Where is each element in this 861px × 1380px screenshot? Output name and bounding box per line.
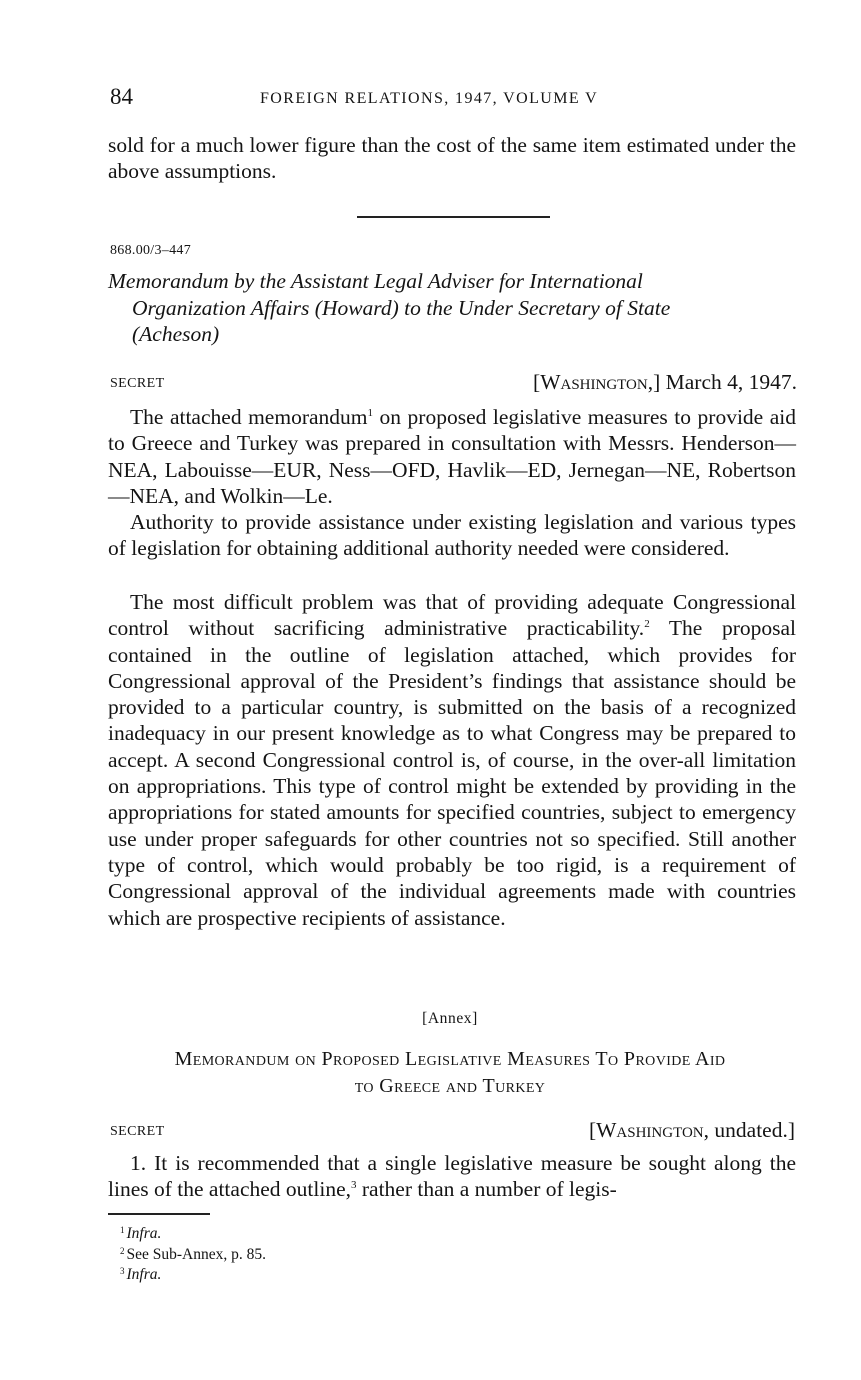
annex-title [105,1046,795,1100]
footnotes [120,1222,266,1284]
continuation-paragraph: sold for a much lower figure than the cost of the same item estimated under the above assumptions. [108,133,796,184]
footnote-1 [120,1222,266,1243]
footnote-text: See Sub-Annex, p. 85. [126,1245,266,1263]
annex-title-line: to Greece and Turkey [354,1075,546,1097]
footnote-text: Infra. [126,1225,162,1242]
footnote-ref: 2 [644,618,650,631]
paragraph-text: The attached memorandum [130,405,368,429]
page-number: 84 [110,84,133,109]
paragraph-text: The proposal contained in the outline of legislation attached, which provides for Congressional approval of the President’s findings that assistance should be provided to a particular country, is submitted on the basis of a recognized inadequacy in our present knowledge as to what Congress may be prepared to accept. A second Congressional control is, of course, in the over-all limitation on appropriations. This type of control might be extended by providing in the appropriations for stated amounts for specified countries, subject to emergency use under proper safeguards for other countries not so specified. Still another type of control, which would probably be too rigid, is a requirement of Congressional approval of the individual agreements made with countries which are prospective recipients of assistance. [108,616,796,930]
footnote-ref: 3 [351,1179,357,1192]
memo-title-line: (Acheson) [132,322,220,346]
footnote-2 [120,1243,266,1264]
memo-title-line: Memorandum by the Assistant Legal Adviser for International [108,269,643,293]
body-paragraph-1 [108,404,796,509]
footnote-3 [120,1263,266,1284]
footnote-mark: 3 [120,1266,125,1276]
annex-title-line: Memorandum on Proposed Legislative Measures To Provide Aid [174,1048,726,1070]
annex-label: [Annex] [422,1010,478,1027]
footnote-mark: 1 [120,1225,125,1235]
paragraph-text: on proposed legislative measures to provide aid to Greece and Turkey was prepared in consultation with Messrs. Henderson—NEA, Labouisse—EUR, Ness—OFD, Havlik—ED, Jernegan—NE, Robertson—NEA, and Wolkin—Le. [108,405,797,508]
body-paragraph-2: Authority to provide assistance under existing legislation and various types of legislation for obtaining additional authority needed were considered. [108,510,796,561]
annex-paragraph-1 [108,1150,796,1203]
classification-label: SECRET [110,376,165,391]
footnote-ref: 1 [367,407,374,419]
memo-title [108,268,798,348]
annex-dateline: [Washington, undated.] [588,1118,795,1142]
footnote-mark: 2 [120,1245,125,1256]
body-paragraph-3 [108,589,796,931]
paragraph-text: The most difficult problem was that of providing adequate Congressional control without sacrificing administrative practicability. [108,590,796,641]
memo-title-line: Organization Affairs (Howard) to the Under Secretary of State [132,295,671,320]
footnote-divider [108,1213,210,1215]
paragraph-text: 1. It is recommended that a single legislative measure be sought along the lines of the attached outline, [108,1151,796,1202]
annex-classification: SECRET [110,1124,165,1139]
paragraph-text: rather than a number of legis- [356,1177,617,1202]
file-number: 868.00/3–447 [110,243,191,258]
running-title: FOREIGN RELATIONS, 1947, VOLUME V [260,90,599,107]
footnote-text: Infra. [126,1266,162,1283]
dateline: [Washington,] March 4, 1947. [533,370,797,394]
section-divider [357,216,550,218]
